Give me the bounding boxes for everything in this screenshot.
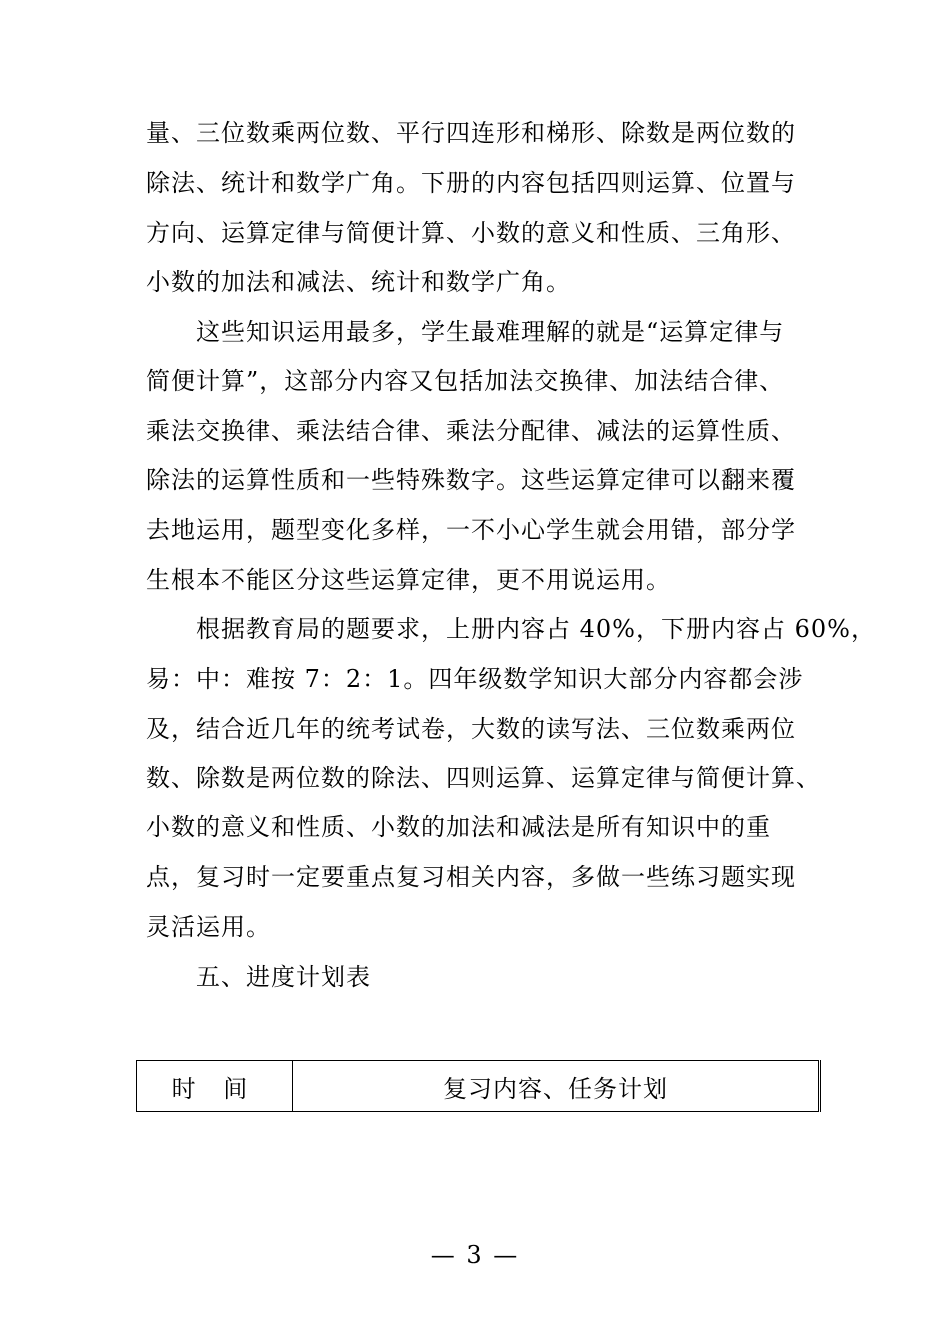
text-line: 除法、统计和数学广角。下册的内容包括四则运算、位置与: [146, 169, 796, 197]
text-line: 根据教育局的题要求，上册内容占 40%，下册内容占 60%，: [196, 615, 876, 643]
text-line: 点，复习时一定要重点复习相关内容，多做一些练习题实现: [146, 863, 796, 891]
schedule-table: [136, 1060, 821, 1112]
text-line: 小数的加法和减法、统计和数学广角。: [146, 268, 571, 296]
text-line: 灵活运用。: [146, 913, 271, 941]
text-line: 易：中：难按 7：2：1。四年级数学知识大部分内容都会涉: [146, 665, 804, 693]
text-line: 除法的运算性质和一些特殊数字。这些运算定律可以翻来覆: [146, 466, 796, 494]
text-line: 乘法交换律、乘法结合律、乘法分配律、减法的运算性质、: [146, 417, 796, 445]
header-review-content: 复习内容、任务计划: [293, 1061, 820, 1112]
table-header-row: [137, 1061, 820, 1112]
text-line: 量、三位数乘两位数、平行四连形和梯形、除数是两位数的: [146, 119, 796, 147]
text-line: 这些知识运用最多，学生最难理解的就是“运算定律与: [196, 318, 785, 346]
text-line: 去地运用，题型变化多样，一不小心学生就会用错，部分学: [146, 516, 796, 544]
text-line: 小数的意义和性质、小数的加法和减法是所有知识中的重: [146, 813, 771, 841]
text-line: 及，结合近几年的统考试卷，大数的读写法、三位数乘两位: [146, 715, 796, 743]
text-line: 数、除数是两位数的除法、四则运算、运算定律与简便计算、: [146, 764, 821, 792]
section-heading: 五、进度计划表: [196, 963, 371, 991]
text-line: 简便计算”，这部分内容又包括加法交换律、加法结合律、: [146, 367, 785, 395]
text-line: 生根本不能区分这些运算定律，更不用说运用。: [146, 566, 671, 594]
header-time: 时 间: [137, 1061, 293, 1112]
page-number: — 3 —: [430, 1241, 520, 1269]
text-line: 方向、运算定律与简便计算、小数的意义和性质、三角形、: [146, 219, 796, 247]
